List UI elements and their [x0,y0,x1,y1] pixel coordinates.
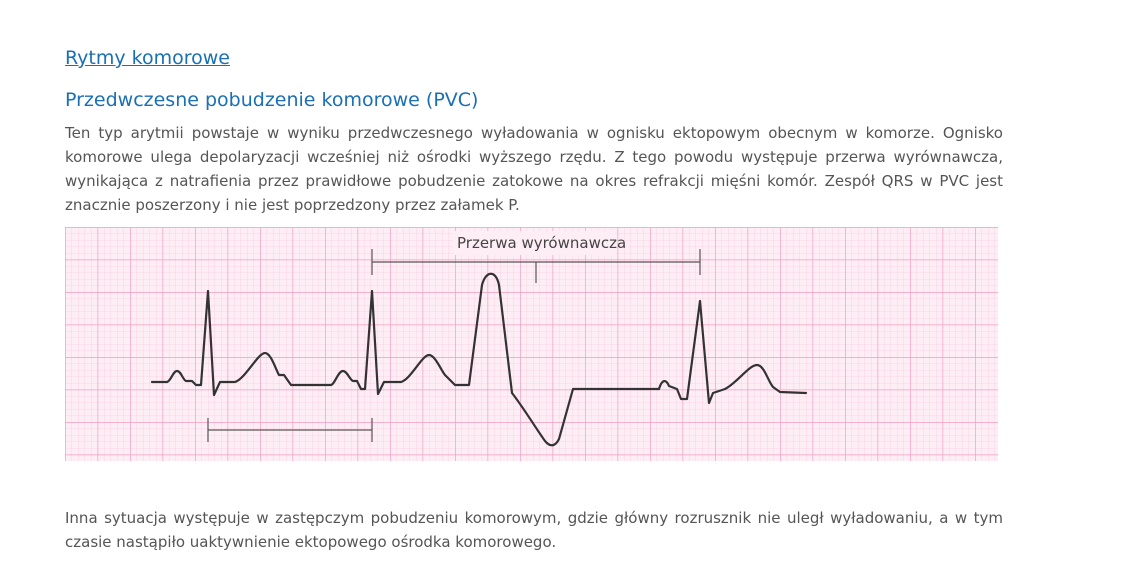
escape-beat-paragraph: Inna sytuacja występuje w zastępczym pobudzeniu komorowym, gdzie główny rozrusznik nie uległ wyładowaniu, a w tym czasie nastąpiło uaktywnienie ektopowego ośrodka komorowego. [65,509,1003,551]
section-title: Przedwczesne pobudzenie komorowe (PVC) [65,89,479,111]
breadcrumb-link-ventricular-rhythms[interactable]: Rytmy komorowe [65,47,230,69]
ecg-figure [65,227,998,461]
ecg-strip-image [65,227,998,461]
description-paragraph: Ten typ arytmii powstaje w wyniku przedwczesnego wyładowania w ognisku ektopowym obecnym w komorze. Ognisko komorowe ulega depolaryzacji wcześniej niż ośrodki wyższego rzędu. Z tego powodu występuje przerwa wyrównawcza, wynikająca z natrafienia przez prawidłowe pobudzenie zatokowe na okres refrakcji mięśni komór. Zespół QRS w PVC jest znacznie poszerzony i nie jest poprzedzony przez załamek P. [65,124,1003,214]
compensatory-pause-label: Przerwa wyrównawcza [457,234,627,252]
